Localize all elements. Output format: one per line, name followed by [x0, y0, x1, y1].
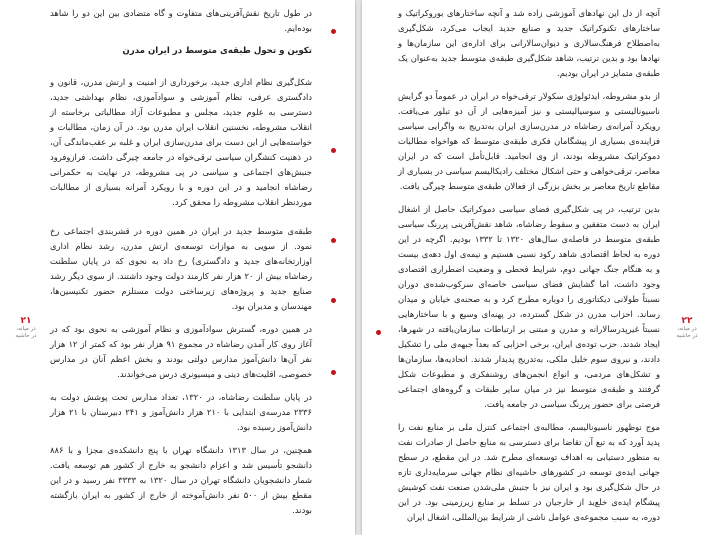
- left-paragraph-5: در پایان سلطنت رضاشاه، در ۱۳۲۰، تعداد مدارس تحت پوشش دولت به ۲۳۳۶ مدرسه‌ی ابتدایی با ۲۱۰ هزار دانش‌آموز و ۲۴۱ دبیرستان با ۲۱ هزار دانش‌آموز رسیده بود.: [50, 392, 312, 432]
- right-page: [362, 0, 717, 535]
- right-paragraph-3: بدین ترتیب، در پی شکل‌گیری فضای سیاسی دموکراتیک حاصل از اشغال ایران به دست متفقین و سقوط رضاشاه، شاهد نقش‌آفرینی پررنگ سیاسی طبقه‌ی متوسط در فاصله‌ی سال‌های ۱۳۲۰ تا ۱۳۳۲ بودیم. اگرچه در این دوره به لحاظ اقتصادی شاهد رکود نسبی هستیم و نیمه‌ی اول دهه‌ی بیست و به هنگام جنگ جهانی دوم، شرایط قحطی و وضعیت اضطراری اقتصادی وجود داشت، اما گشایش فضای سیاسی خاصه‌ای سرکوب‌شده‌ی دوران نسبتاً طولانی دیکتاتوری را دوباره مطرح کرد و به صحنه‌ی خیابان و میدان رساند. احزاب مدرن در شکل گسترده، در پهنه‌ای وسیع و با ساختارهایی نسبتاً غیرپدرسالارانه و مدرن و مبتنی بر ارتباطات سازمان‌یافته در شهرها، ایجاد شدند. حزب توده‌ی ایران، برخی احزابی که بعداً جبهه‌ی ملی را تشکیل دادند، و نیروی سوم خلیل ملکی، به‌تدریج پدیدار شدند. اتحادیه‌ها، سازمان‌ها و تشکل‌های مردمی، و انواع انجمن‌های روشنفکری و مطبوعات شکل گرفتند و طبقه‌ی متوسط نیز در میان سایر طبقات و گروه‌های اجتماعی فرصتی برای حضور پررنگ سیاسی در جامعه یافت.: [398, 204, 661, 409]
- left-paragraph-3: طبقه‌ی متوسط جدید در ایران در همین دوره در قشربندی اجتماعی رخ نمود. از سویی به موازات توسعه‌ی ارتش مدرن، رشد نظام اداری اوزارتخانه‌های جدید و دادگستری) رخ داد به نحوی که در پایان سلطنت رضاشاه بیش از ۲۰ هزار نفر کارمند دولت وجود داشتند. از سوی دیگر رشد صنایع جدید و پروژه‌های زیرساختی دولت مستلزم حضور تکنیسین‌ها، مهندسان و مدیران بود.: [50, 226, 312, 311]
- left-paragraph-4: در همین دوره، گسترش سوادآموزی و نظام آموزشی به نحوی بود که در آغاز روی کار آمدن رضاشاه در مجموع ۹۱ هزار نفر بود که کمتر از ۱۲ هزار نفر آن‌ها دانش‌آموز مدارس دولتی بودند و بخش اعظم آنان در مدارس خصوصی، اقلیت‌های دینی و میسیونری درس می‌خواندند.: [50, 324, 312, 379]
- bullet-dot: [376, 330, 381, 335]
- right-page-number: ۲۲: [681, 316, 693, 326]
- right-paragraph-4: موج نوظهور ناسیونالیسم، مطالبه‌ی اجتماعی کنترل ملی بر منابع نفت را پدید آورد که به تبع آن تقاضا برای دسترسی به منابع حاصل از صادرات نفت به منظور دستیابی به اهداف توسعه‌ای مطرح شد. در این مقطع، در سطح جهانی ایده‌ی توسعه در کشورهای حاشیه‌ای نظام جهانی سرمایه‌داری تازه در حال شکل‌گیری بود و ایران نیز با جنبش ملی‌شدن صنعت نفت کوشیش پیشگام ایده‌ی خلع‌ید از خارجیان در تسلط بر منابع زیرزمینی بود. در این دوره، به سبب مجموعه‌ی عوامل ناشی از شرایط بین‌المللی، اشغال ایران: [398, 422, 660, 522]
- left-page: [0, 0, 355, 535]
- bullet-dot: [331, 238, 336, 243]
- left-page-number: ۲۱: [20, 316, 32, 326]
- right-paragraph-1: آنچه از دل این نهادهای آموزشی زاده شد و آنچه ساختارهای بوروکراتیک و ساختارهای تکنوکراتیک جدید و صنایع جدید ایجاب می‌کرد، شکل‌گیری به‌اصطلاح فرهنگ‌سالاری و دیوان‌سالارانی برای اداره‌ی این سازمان‌ها و نهادها بود و بدین ترتیب، شاهد شکل‌گیری طبقه‌ی متوسط جدید به‌عنوان یک طبقه‌ی متمایز در ایران بودیم.: [398, 8, 660, 78]
- left-paragraph-2: شکل‌گیری نظام اداری جدید، برخورداری از امنیت و ارتش مدرن، قانون و دادگستری عرفی، نظام آموزشی و سوادآموزی، نظام بهداشتی جدید، دسترسی به علوم جدید، مجلس و مطبوعات آزاد مطالباتی برخاسته از انقلاب مشروطه، نخستین انقلاب ایران مدرن بود. در آن زمان، مطالبات و خواسته‌هایی از این دست برای مدرن‌سازی ایران و غلبه بر عقب‌ماندگی آن، در ذهنیت کنشگران سیاسی ترقی‌خواه در جامعه چیرگی داشت. فرازوفرود جنبش‌های اجتماعی و سیاسی در پی مشروطه، در نهایت به حکمرانی رضاشاه انجامید و در این دوره و با رویکرد آمرانه بسیاری از مطالبات موردنظر انقلاب مشروطه را محقق کرد.: [50, 77, 312, 207]
- bullet-dot: [331, 370, 336, 375]
- left-page-text-column: [50, 6, 312, 526]
- left-page-marker: [12, 316, 40, 340]
- bullet-dot: [331, 29, 336, 34]
- bullet-dot: [331, 298, 336, 303]
- right-paragraph-2: از بدو مشروطه، ایدئولوژی سکولار ترقی‌خواه در ایران در عموماً دو گرایش ناسیونالیستی و سوسیالیستی و نیز آمیزه‌هایی از آن دو تبلور می‌یافت. رویکرد آمرانه‌ی رضاشاه در مدرن‌سازی ایران به‌تدریج به واگرایی سیاسی فزاینده‌ی بسیاری از پیشگامان فکری طبقه‌ی متوسط که هواخواه مطالبات دموکراتیک مشروطه بودند، از وی انجامید. قابل‌تأمل است که در ایران معاصر، ترقی‌خواهی و حتی اشکال مختلف رادیکالیسم سیاسی در بسیاری از مقاطع تاریخ معاصر بر بخش بزرگی از فعالان طبقه‌ی متوسط چیرگی یافت.: [398, 91, 660, 191]
- left-paragraph-1: در طول تاریخ نقش‌آفرینی‌های متفاوت و گاه متضادی بین این دو را شاهد بوده‌ایم.: [50, 8, 312, 33]
- left-paragraph-6: همچنین، در سال ۱۳۱۳ دانشگاه تهران با پنج دانشکده‌ی مجزا و با ۸۸۶ دانشجو تأسیس شد و اعزام دانشجو به خارج از کشور هم توسعه یافت. شمار دانشجویان دانشگاه تهران در سال ۱۳۲۰ به ۳۳۳۳ نفر رسید و در این مقطع بیش از ۵۰۰ نفر دانش‌آموخته از خارج از کشور به ایران بازگشته بودند.: [50, 445, 312, 515]
- right-page-text-column: [398, 6, 660, 533]
- left-running-title-1: در میانه،: [16, 326, 36, 332]
- right-running-title-1: در میانه،: [677, 326, 697, 332]
- right-running-title-2: در حاشیه: [676, 333, 698, 339]
- section-heading: تکوین و تحول طبقه‌ی متوسط در ایران مدرن: [122, 46, 312, 56]
- left-running-title-2: در حاشیه: [15, 333, 37, 339]
- right-page-marker: [672, 316, 702, 340]
- bullet-dot: [331, 148, 336, 153]
